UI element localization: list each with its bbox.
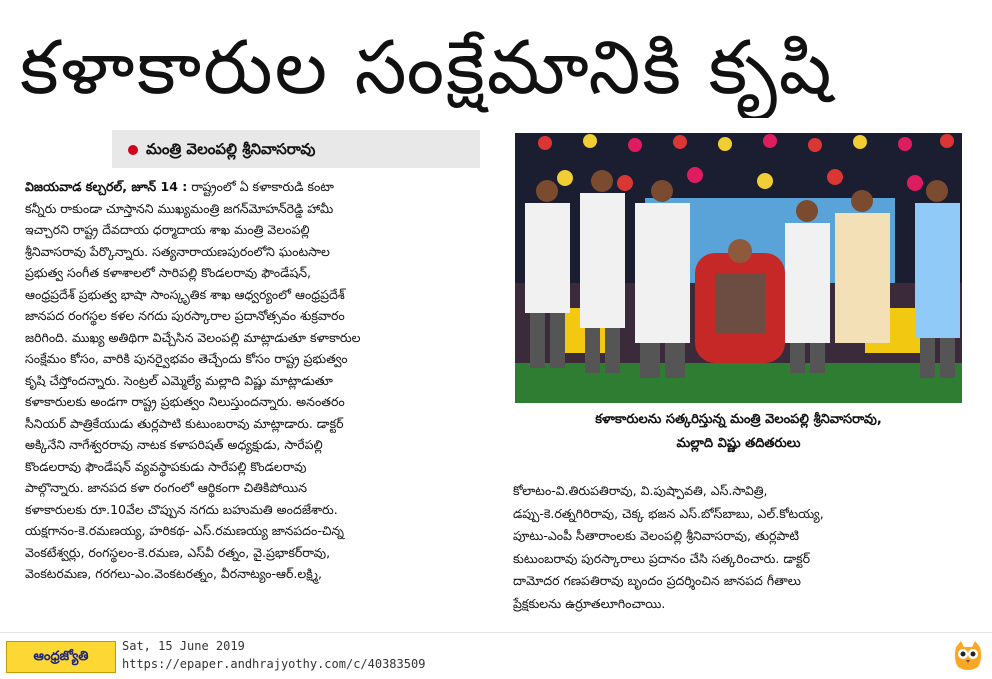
body-line-text: రాష్ట్రంలో ఏ కళాకారుడి కంటా — [187, 179, 334, 194]
owl-mascot-icon — [952, 639, 984, 673]
body-line: ప్రభుత్వ సంగీత కళాశాలలో సారిపల్లి కొండలరావు ఫౌండేషన్, — [25, 265, 312, 280]
photo-caption — [515, 408, 962, 464]
body-line: సంక్షేమం కోసం, వారికి పునర్వైభవం తెచ్చేందు కోసం రాష్ట్ర ప్రభుత్వం — [25, 351, 348, 366]
body-line: జరిగింది. ముఖ్య అతిథిగా విచ్చేసిన వెలంపల్లి మాట్లాడుతూ కళాకారుల — [25, 329, 361, 345]
body-line: కుటుంబరావు పురస్కారాలు ప్రదానం చేసి సత్కరించారు. డాక్టర్ — [513, 550, 811, 566]
dateline: విజయవాడ కల్చరల్, జూన్ 14 : — [25, 179, 188, 194]
publication-logo[interactable]: ఆంధ్రజ్యోతి — [6, 641, 116, 673]
body-line: కళాకారులకు అండగా రాష్ట్ర ప్రభుత్వం నిలుస్తుందన్నారు. అనంతరం — [25, 394, 345, 409]
body-line: యక్షగానం-కె.రమణయ్య, హరికథ- ఎస్.రమణయ్య జానపదం-చిన్న — [25, 523, 344, 538]
body-line: ఆంధ్రప్రదేశ్ ప్రభుత్వ భాషా సాంస్కృతిక శాఖ ఆధ్వర్యంలో ఆంధ్రప్రదేశ్ — [25, 286, 345, 302]
headline: కళాకారుల సంక్షేమానికి కృషి — [20, 25, 834, 111]
epaper-url-link[interactable]: https://epaper.andhrajyothy.com/c/40383509 — [122, 657, 426, 671]
body-line: డప్పు-కె.రత్నగిరిరావు, చెక్క భజన ఎస్.బోస్‌బాబు, ఎల్.కోటయ్య, — [513, 505, 824, 521]
caption-line: మల్లాది విష్ణు తదితరులు — [676, 436, 801, 451]
body-line: ప్రేక్షకులను ఉర్రూతలూగించాయి. — [513, 595, 666, 611]
body-line: కృషి చేస్తోందన్నారు. సెంట్రల్ ఎమ్మెల్యే మల్లాది విష్ణు మాట్లాడుతూ — [25, 372, 333, 388]
body-line — [25, 176, 480, 198]
body-line: కళాకారులకు రూ.10వేల చొప్పున నగదు బహుమతి అందజేశారు. — [25, 501, 338, 517]
body-line: సీనియర్ పాత్రికేయుడు తుర్లపాటి కుటుంబరావు మాట్లాడారు. డాక్టర్ — [25, 415, 344, 431]
body-line: ఇచ్చారని రాష్ట్ర దేవదాయ ధర్మాదాయ శాఖ మంత్రి వెలంపల్లి — [25, 222, 310, 237]
page-footer — [0, 632, 992, 679]
body-line: శ్రీనివాసరావు పేర్కొన్నారు. సత్యనారాయణపురంలోని ఘంటసాల — [25, 243, 330, 259]
bullet-dot-icon — [128, 145, 138, 155]
kicker-byline — [112, 130, 480, 168]
article-body-left — [25, 176, 480, 626]
body-line: అక్కినేని నాగేశ్వరరావు నాటక కళాపరిషత్ అధ్యక్షుడు, సారేపల్లి — [25, 437, 323, 452]
body-line: వెంకటరమణ, గరగలు-ఎం.వెంకటరత్నం, వీరనాట్యం-ఆర్.లక్ష్మి, — [25, 566, 322, 581]
kicker-text: మంత్రి వెలంపల్లి శ్రీనివాసరావు — [146, 140, 316, 158]
body-line: జానపద రంగస్థల కళల నగదు పురస్కారాల ప్రదానోత్సవం శుక్రవారం — [25, 308, 345, 323]
article-body-right — [513, 480, 963, 620]
body-line: వెంకటేశ్వర్లు, రంగస్థలం-కె.రమణ, ఎస్‌వీ రత్నం, వై.ప్రభాకర్‌రావు, — [25, 544, 331, 560]
body-line: దామోదర గణపతిరావు బృందం ప్రదర్శించిన జానపద గీతాలు — [513, 573, 801, 588]
body-line: కోలాటం-వి.తిరుపతిరావు, వి.పుష్పావతి, ఎస్.సావిత్రి, — [513, 483, 768, 498]
caption-line: కళాకారులను సత్కరిస్తున్న మంత్రి వెలంపల్లి శ్రీనివాసరావు, — [595, 412, 882, 427]
article-photo — [515, 133, 962, 403]
body-line: పాల్గొన్నారు. జానపద కళా రంగంలో ఆర్థికంగా చితికిపోయిన — [25, 480, 308, 495]
publication-date: Sat, 15 June 2019 — [122, 639, 245, 653]
body-line: పూటు-ఎంపీ సీతారాంలకు వెలంపల్లి శ్రీనివాసరావు, తుర్లపాటి — [513, 528, 799, 543]
body-line: కన్నీరు రాకుండా చూస్తానని ముఖ్యమంత్రి జగన్‌మోహన్‌రెడ్డి హామీ — [25, 200, 334, 216]
body-line: కొండలరావు ఫౌండేషన్ వ్యవస్థాపకుడు సారేపల్లి కొండలరావు — [25, 458, 307, 474]
